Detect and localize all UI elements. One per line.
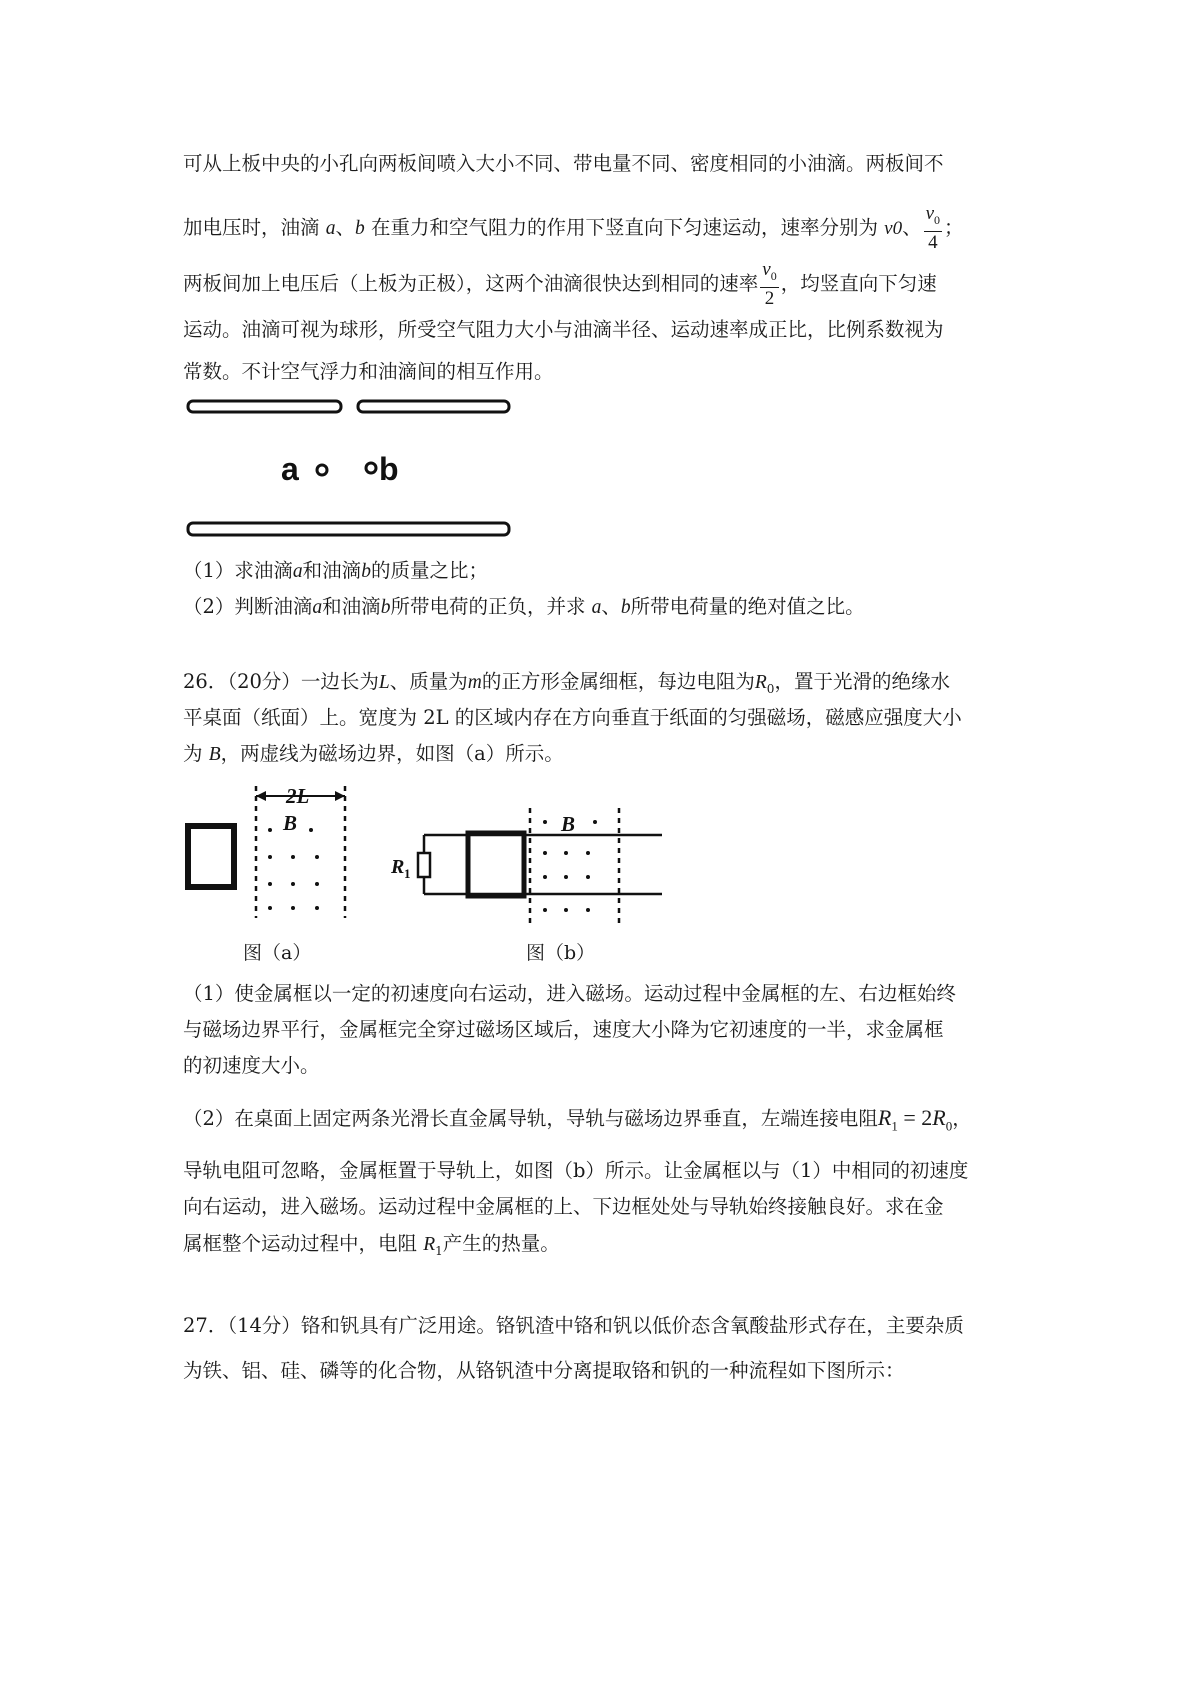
p27-line-2: 为铁、铝、硅、磷等的化合物，从铬钒渣中分离提取铬和钒的一种流程如下图所示： xyxy=(183,1359,905,1382)
p26-part1-line-2: 与磁场边界平行，金属框完全穿过磁场区域后，速度大小降为它初速度的一半，求金属框 xyxy=(183,1018,944,1041)
p25-line-4: 运动。油滴可视为球形，所受空气阻力大小与油滴半径、运动速率成正比，比例系数视为 xyxy=(183,318,944,341)
fraction-v0-over-4: $\frac{v_0}{4}$ xyxy=(925,203,941,253)
p25-line-2: 加电压时，油滴 a、b 在重力和空气阻力的作用下竖直向下匀速运动，速率分别为 v0、 $\frac{v_0}{4}$ ； xyxy=(183,203,964,253)
fraction-v0-over-2: $\frac{v_0}{2}$ xyxy=(762,259,777,309)
p26-part1-line-3: 的初速度大小。 xyxy=(183,1054,320,1077)
figure-a xyxy=(188,786,345,918)
p26-part2-line-1: （2）在桌面上固定两条光滑长直金属导轨，导轨与磁场边界垂直，左端连接电阻$R_1 = 2R_0$， xyxy=(183,1105,972,1134)
arrow-head-left xyxy=(256,791,266,801)
p26-line-3: 为 B，两虚线为磁场边界，如图（a）所示。 xyxy=(183,742,564,765)
p25-question-1: （1）求油滴a和油滴b的质量之比； xyxy=(183,559,488,582)
p26-line-1: 26．（20分）一边长为L、质量为m的正方形金属细框，每边电阻为$R_0$，置于光滑的绝缘水 xyxy=(183,670,950,696)
resistor-label-sub: 1 xyxy=(404,866,411,881)
p26-part2-line-2: 导轨电阻可忽略，金属框置于导轨上，如图（b）所示。让金属框以与（1）中相同的初速度 xyxy=(183,1159,969,1182)
field-label-a: B xyxy=(283,811,298,835)
square-frame-b xyxy=(468,833,524,896)
droplet-a-label: a xyxy=(281,451,299,487)
field-dots-a xyxy=(268,828,319,910)
p26-line-2: 平桌面（纸面）上。宽度为 2L 的区域内存在方向垂直于纸面的匀强磁场，磁感应强度大小 xyxy=(183,706,962,729)
field-label-b: B xyxy=(561,812,576,836)
width-label-2L: 2L xyxy=(286,784,310,808)
p26-part2-line-3: 向右运动，进入磁场。运动过程中金属框的上、下边框处处与导轨始终接触良好。求在金 xyxy=(183,1195,944,1218)
p26-part2-line-4: 属框整个运动过程中，电阻 $R_1$产生的热量。 xyxy=(183,1232,560,1258)
caption-figure-b: 图（b） xyxy=(526,942,596,964)
square-frame-a xyxy=(188,826,234,887)
caption-figure-a: 图（a） xyxy=(243,942,312,964)
arrow-head-right xyxy=(335,791,345,801)
figure-b xyxy=(418,808,662,926)
p26-part1-line-1: （1）使金属框以一定的初速度向右运动，进入磁场。运动过程中金属框的左、右边框始终 xyxy=(183,982,956,1005)
p27-line-1: 27．（14分）铬和钒具有广泛用途。铬钒渣中铬和钒以低价态含氧酸盐形式存在，主要杂质 xyxy=(183,1314,964,1337)
resistor-R1 xyxy=(418,853,430,877)
p25-question-2: （2）判断油滴a和油滴b所带电荷的正负，并求 a、b所带电荷量的绝对值之比。 xyxy=(183,595,865,618)
equation-R1-eq-2R0: $R_1 = 2R_0$ xyxy=(877,1105,953,1134)
droplet-b-label: b xyxy=(379,451,399,487)
p25-line-3: 两板间加上电压后（上板为正极），这两个油滴很快达到相同的速率 $\frac{v_0}{2}$ ，均竖直向下匀速 xyxy=(183,259,937,309)
resistor-label: R xyxy=(391,856,405,878)
p25-line-5: 常数。不计空气浮力和油滴间的相互作用。 xyxy=(183,360,554,383)
p25-line-1: 可从上板中央的小孔向两板间喷入大小不同、带电量不同、密度相同的小油滴。两板间不 xyxy=(183,152,944,175)
